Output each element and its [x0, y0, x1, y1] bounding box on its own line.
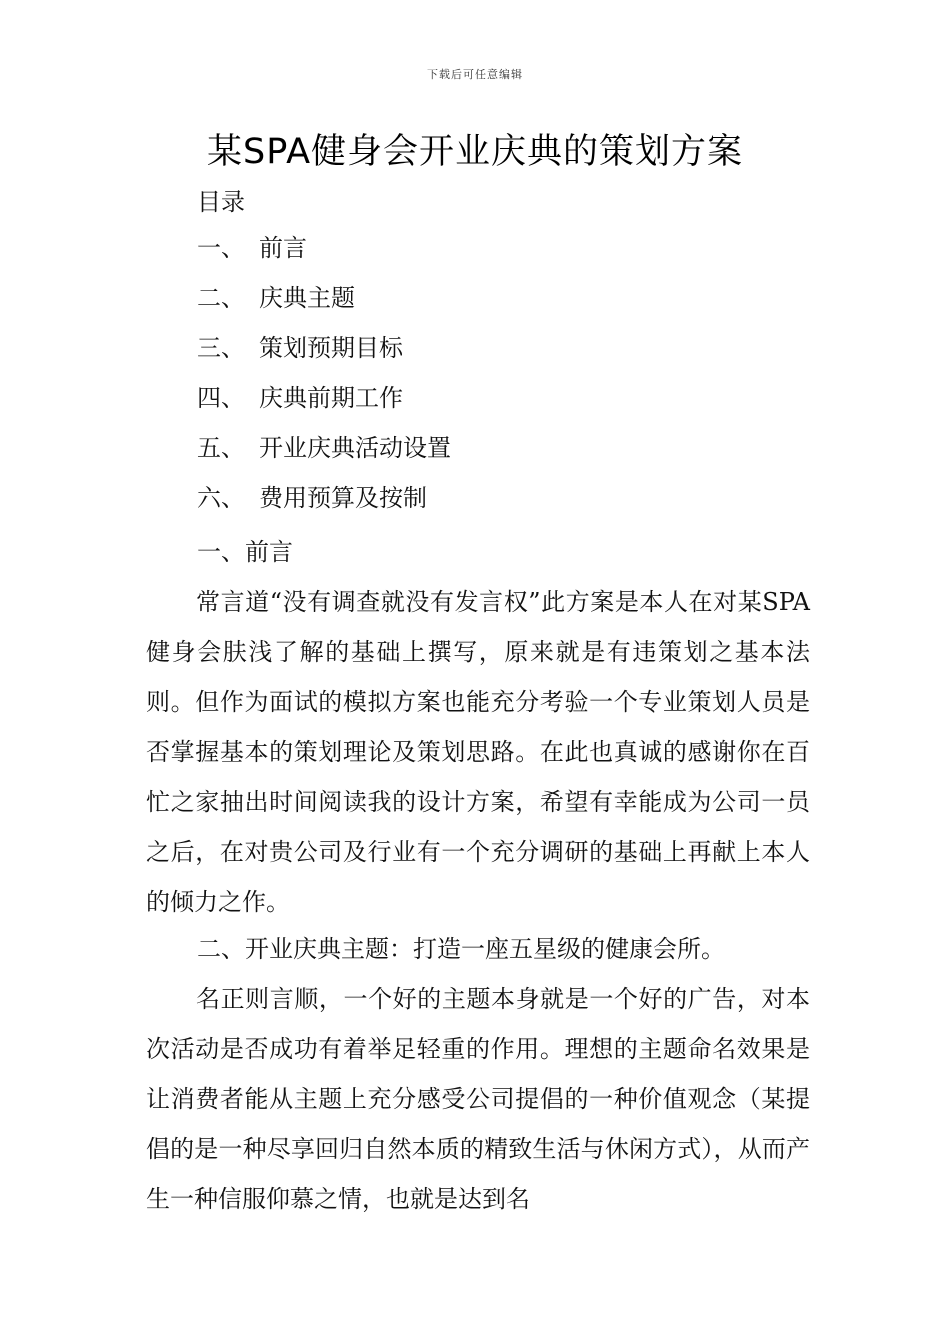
- toc-item-label: 开业庆典活动设置: [259, 434, 451, 462]
- table-of-contents: [197, 232, 451, 532]
- section-heading-preface: 一、前言: [197, 538, 293, 566]
- preface-paragraph: 常言道“没有调查就没有发言权”此方案是本人在对某SPA健身会肤浅了解的基础上撰写，原来就是有违策划之基本法则。但作为面试的模拟方案也能充分考验一个专业策划人员是否掌握基本的策划理论及策划思路。在此也真诚的感谢你在百忙之家抽出时间阅读我的设计方案，希望有幸能成为公司一员之后，在对贵公司及行业有一个充分调研的基础上再献上本人的倾力之作。: [146, 588, 810, 916]
- toc-item: [197, 332, 451, 382]
- toc-item-number: 三、: [197, 334, 245, 362]
- toc-item: [197, 482, 451, 532]
- toc-item: [197, 282, 451, 332]
- document-title: 某SPA健身会开业庆典的策划方案: [206, 132, 744, 172]
- toc-item: [197, 432, 451, 482]
- toc-item-label: 庆典主题: [259, 284, 355, 312]
- toc-item-label: 庆典前期工作: [259, 384, 403, 412]
- toc-item-label: 费用预算及按制: [259, 484, 427, 512]
- toc-item-number: 五、: [197, 434, 245, 462]
- theme-paragraph: 名正则言顺，一个好的主题本身就是一个好的广告，对本次活动是否成功有着举足轻重的作用。理想的主题命名效果是让消费者能从主题上充分感受公司提倡的一种价值观念（某提倡的是一种尽享回归自然本质的精致生活与休闲方式），从而产生一种信服仰慕之情，也就是达到名: [146, 985, 810, 1213]
- header-note: 下载后可任意编辑: [427, 68, 523, 81]
- toc-item-number: 二、: [197, 284, 245, 312]
- toc-heading: 目录: [197, 188, 245, 216]
- toc-item: [197, 232, 451, 282]
- section-heading-theme: 二、开业庆典主题：打造一座五星级的健康会所。: [197, 935, 725, 963]
- toc-item-label: 前言: [259, 234, 307, 262]
- toc-item-number: 六、: [197, 484, 245, 512]
- toc-item-label: 策划预期目标: [259, 334, 403, 362]
- toc-item-number: 一、: [197, 234, 245, 262]
- toc-item-number: 四、: [197, 384, 245, 412]
- toc-item: [197, 382, 451, 432]
